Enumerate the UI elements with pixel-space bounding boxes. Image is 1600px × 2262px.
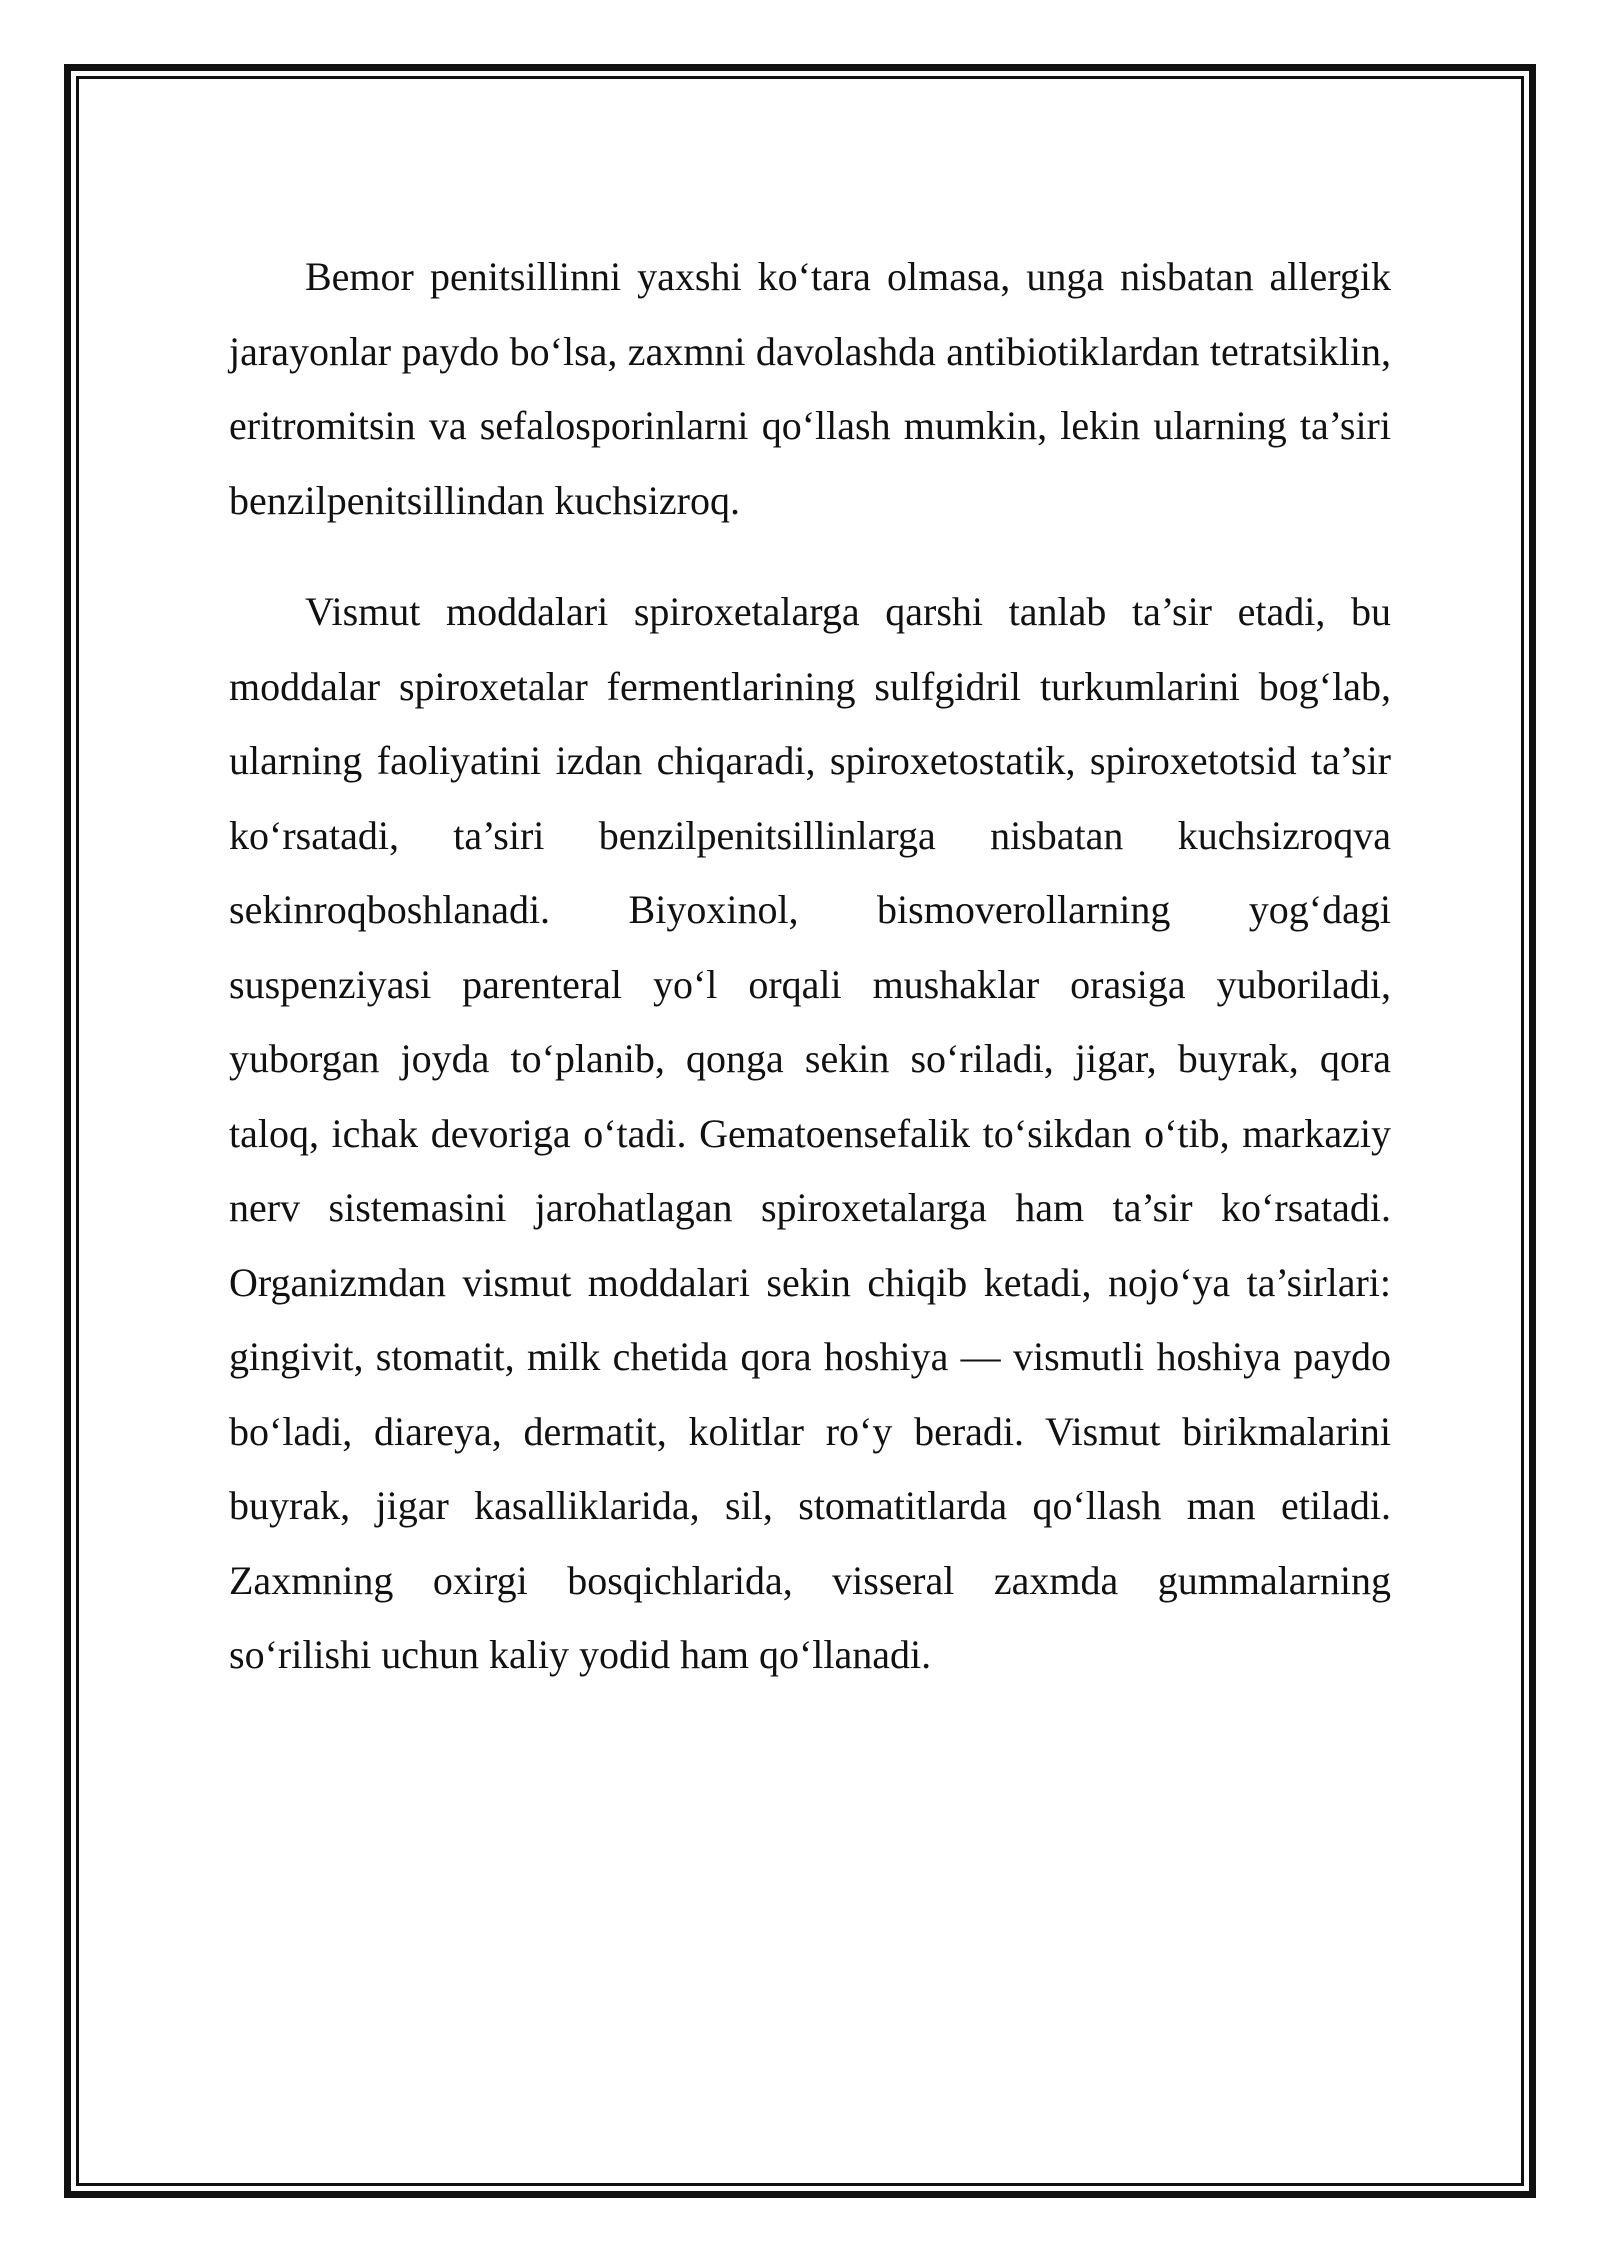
paragraph-2: Vismut moddalari spiroxetalarga qarshi tanlab ta’sir etadi, bu moddalar spiroxetalar fermentlarining sulfgidril turkumlarini bog‘lab, ularning faoliyatini izdan chiqaradi, spiroxetostatik, spiroxetotsid ta’sir ko‘rsatadi, ta’siri benzilpenitsillinlarga nisbatan kuchsizroqva sekinroqboshlanadi. Biyoxinol, bismoverollarning yog‘dagi suspenziyasi parenteral yo‘l orqali mushaklar orasiga yuboriladi, yuborgan joyda to‘planib, qonga sekin so‘riladi, jigar, buyrak, qora taloq, ichak devoriga o‘tadi. Gematoensefalik to‘sikdan o‘tib, markaziy nerv sistemasini jarohatlagan spiroxetalarga ham ta’sir ko‘rsatadi. Organizmdan vismut moddalari sekin chiqib ketadi, nojo‘ya ta’sirlari: gingivit, stomatit, milk chetida qora hoshiya — vismutli hoshiya paydo bo‘ladi, diareya, dermatit, kolitlar ro‘y beradi. Vismut birikmalarini buyrak, jigar kasalliklarida, sil, stomatitlarda qo‘llash man etiladi. Zaxmning oxirgi bosqichlarida, visseral zaxmda gummalarning so‘rilishi uchun kaliy yodid ham qo‘llanadi.	[229, 589, 1391, 1677]
document-body	[229, 240, 1391, 1730]
paragraph-1: Bemor penitsillinni yaxshi ko‘tara olmasa, unga nisbatan allergik jarayonlar paydo bo‘lsa, zaxmni davolashda antibiotiklardan tetratsiklin, eritromitsin va sefalosporinlarni qo‘llash mumkin, lekin ularning ta’siri benzilpenitsillindan kuchsizroq.	[229, 254, 1391, 523]
